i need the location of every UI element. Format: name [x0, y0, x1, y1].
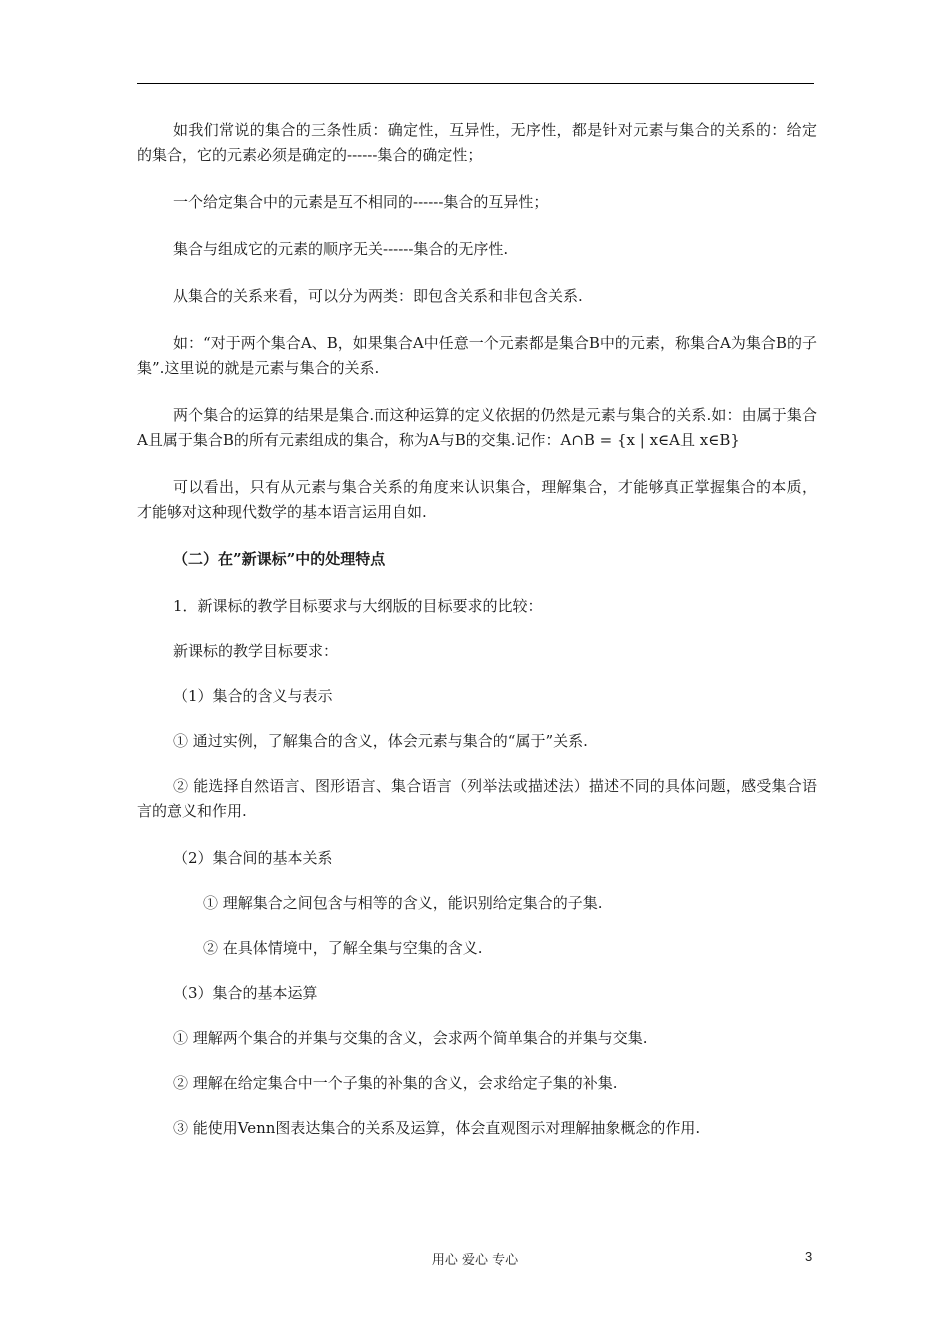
- page-number: 3: [805, 1249, 813, 1264]
- paragraph-subset-example: 如：“对于两个集合A、B，如果集合A中任意一个元素都是集合B中的元素，称集合A为集合B的子集”.这里说的就是元素与集合的关系.: [137, 334, 817, 377]
- goal-2-item-a: ① 理解集合之间包含与相等的含义，能识别给定集合的子集.: [203, 894, 603, 912]
- goal-2-title: （2）集合间的基本关系: [173, 849, 333, 867]
- paragraph-distinctness: 一个给定集合中的元素是互不相同的------集合的互异性；: [173, 193, 549, 211]
- footer-slogan: 用心 爱心 专心: [431, 1253, 519, 1268]
- paragraph-relation-types: 从集合的关系来看，可以分为两类：即包含关系和非包含关系.: [173, 287, 583, 305]
- goal-3-item-c: ③ 能使用Venn图表达集合的关系及运算，体会直观图示对理解抽象概念的作用.: [173, 1119, 701, 1137]
- goal-1-item-a: ① 通过实例，了解集合的含义，体会元素与集合的“属于”关系.: [173, 732, 588, 750]
- goal-1-title: （1）集合的含义与表示: [173, 687, 333, 705]
- header-rule: [137, 83, 814, 84]
- document-body: [137, 118, 817, 1161]
- goal-3-title: （3）集合的基本运算: [173, 984, 318, 1002]
- goal-1-item-b: ② 能选择自然语言、图形语言、集合语言（列举法或描述法）描述不同的具体问题，感受集合语言的意义和作用.: [137, 777, 817, 820]
- goals-intro: 新课标的教学目标要求：: [173, 642, 339, 660]
- section-heading: （二）在”新课标”中的处理特点: [173, 550, 386, 568]
- paragraph-conclusion: 可以看出，只有从元素与集合关系的角度来认识集合，理解集合，才能够真正掌握集合的本质，才能够对这种现代数学的基本语言运用自如.: [137, 478, 817, 521]
- paragraph-intersection: 两个集合的运算的结果是集合.而这种运算的定义依据的仍然是元素与集合的关系.如：由属于集合A且属于集合B的所有元素组成的集合，称为A与B的交集.记作：A∩B = {x | x∈A且 x∈B}: [137, 406, 817, 449]
- comparison-intro: 1．新课标的教学目标要求与大纲版的目标要求的比较：: [173, 597, 543, 615]
- goal-3-item-b: ② 理解在给定集合中一个子集的补集的含义，会求给定子集的补集.: [173, 1074, 618, 1092]
- paragraph-set-properties: 如我们常说的集合的三条性质：确定性，互异性，无序性，都是针对元素与集合的关系的：给定的集合，它的元素必须是确定的------集合的确定性；: [137, 121, 817, 164]
- paragraph-unordered: 集合与组成它的元素的顺序无关------集合的无序性.: [173, 240, 509, 258]
- goal-2-item-b: ② 在具体情境中，了解全集与空集的含义.: [203, 939, 483, 957]
- goal-3-item-a: ① 理解两个集合的并集与交集的含义，会求两个简单集合的并集与交集.: [173, 1029, 648, 1047]
